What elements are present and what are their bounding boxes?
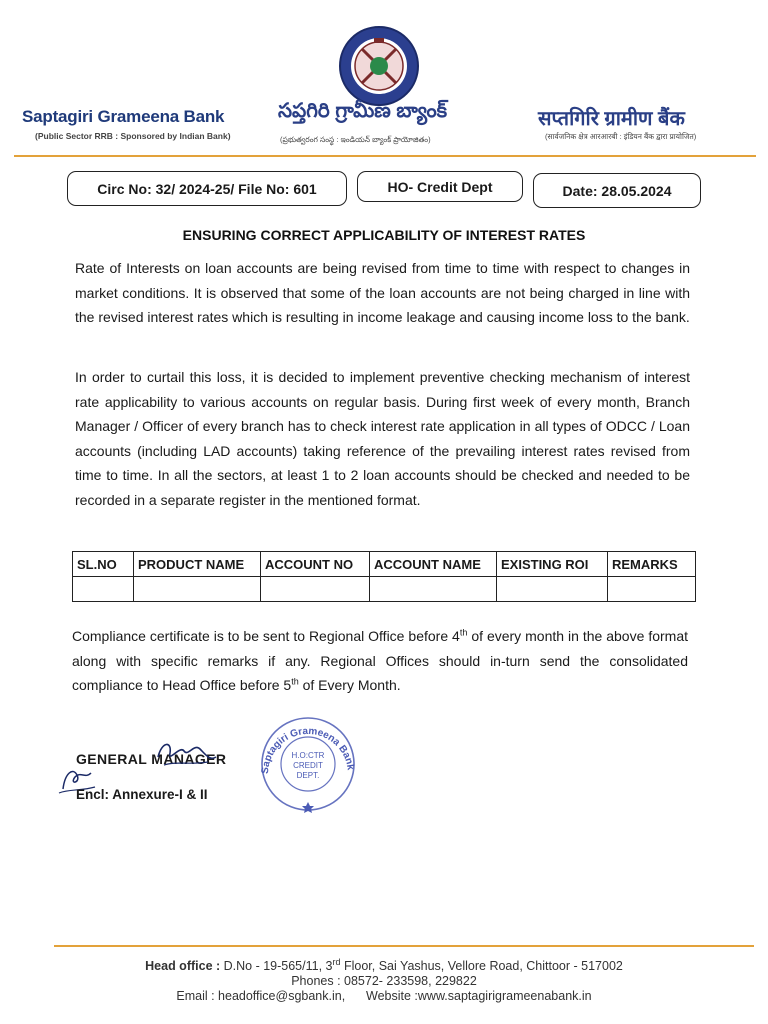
paragraph-2: In order to curtail this loss, it is decided to implement preventive checking mechanism of interest rate applicability to various accounts on regular basis. During first week of every month, Branch Manager / Officer of every branch has to check interest rate application in all types of ODCC / Loan accounts (including LAD accounts) taking reference of the prevailing interest rates revised from time to time. In all the sectors, at least 1 to 2 loan accounts should be checked and needed to be recorded in a separate register in the mentioned format. — [75, 369, 690, 508]
p3-text-c: of Every Month. — [298, 677, 401, 693]
table-cell — [261, 577, 370, 602]
table-cell — [73, 577, 134, 602]
credit-dept-stamp — [250, 712, 365, 814]
signatory-designation: GENERAL MANAGER — [76, 751, 227, 767]
col-product-name: PRODUCT NAME — [134, 552, 261, 577]
register-format-table — [72, 551, 696, 602]
enclosure-note: Encl: Annexure-I & II — [76, 787, 208, 802]
footer-address-sup: rd — [332, 956, 341, 967]
signature-scribble — [150, 735, 220, 775]
footer-address-b: Floor, Sai Yashus, Vellore Road, Chittoor - 517002 — [340, 959, 623, 973]
footer-email-website: Email : headoffice@sgbank.in, Website :www.saptagirigrameenabank.in — [176, 989, 592, 1003]
header-divider — [14, 155, 756, 157]
p3-sup-2: th — [291, 676, 299, 687]
bank-tagline-telugu: (ప్రభుత్వరంగ సంస్థ : ఇండియన్ బ్యాంక్ ప్రాయోజితం) — [280, 135, 431, 144]
col-remarks: REMARKS — [608, 552, 696, 577]
footer-phones: Phones : 08572- 233598, 229822 — [291, 974, 477, 988]
table-header-row — [73, 552, 696, 577]
stamp-inner-line-1: H.O:CTR — [291, 751, 325, 760]
bank-tagline-hindi: (सार्वजनिक क्षेत्र आरआरबी : इंडियन बैंक द्वारा प्रायोजित) — [545, 132, 697, 141]
document-title: ENSURING CORRECT APPLICABILITY OF INTEREST RATES — [182, 227, 586, 243]
date-box: Date: 28.05.2024 — [533, 173, 701, 208]
col-account-no: ACCOUNT NO — [261, 552, 370, 577]
table-cell — [608, 577, 696, 602]
star-icon — [302, 802, 314, 813]
bank-name-telugu: సప్తగిరి గ్రామీణ బ్యాంక్ — [278, 100, 448, 122]
stamp-inner-line-2: CREDIT — [293, 761, 323, 770]
paragraph-3 — [72, 624, 688, 698]
footer-address-a: D.No - 19-565/11, 3 — [220, 959, 333, 973]
stamp-inner-line-3: DEPT. — [296, 771, 320, 780]
footer-address — [0, 956, 768, 973]
bank-logo — [338, 25, 420, 107]
p3-text-b: of every month in the above format along with specific remarks if any. Regional Offices should in-turn send the consolidated compliance to Head Office before 5 — [72, 628, 688, 693]
bank-name-hindi: सप्तगिरि ग्रामीण बैंक — [538, 108, 685, 130]
table-row — [73, 577, 696, 602]
table-cell — [134, 577, 261, 602]
col-sl-no: SL.NO — [73, 552, 134, 577]
table-cell — [370, 577, 497, 602]
footer-label: Head office : — [145, 959, 221, 973]
stamp-outer-text: Saptagiri Grameena Bank — [259, 725, 356, 775]
circular-number-box: Circ No: 32/ 2024-25/ File No: 601 — [67, 171, 347, 206]
bank-name-english: Saptagiri Grameena Bank — [22, 107, 225, 126]
table-cell — [497, 577, 608, 602]
bank-tagline-english: (Public Sector RRB : Sponsored by Indian Bank) — [35, 131, 231, 141]
footer-divider — [54, 945, 754, 947]
department-box: HO- Credit Dept — [357, 171, 523, 202]
col-account-name: ACCOUNT NAME — [370, 552, 497, 577]
col-existing-roi: EXISTING ROI — [497, 552, 608, 577]
p3-sup-1: th — [459, 627, 468, 638]
paragraph-1: Rate of Interests on loan accounts are being revised from time to time with respect to changes in market conditions. It is observed that some of the loan accounts are not being charged in line with the revised interest rates which is resulting in income leakage and causing income loss to the bank. — [75, 260, 690, 325]
p3-text-a: Compliance certificate is to be sent to Regional Office before 4 — [72, 628, 460, 644]
